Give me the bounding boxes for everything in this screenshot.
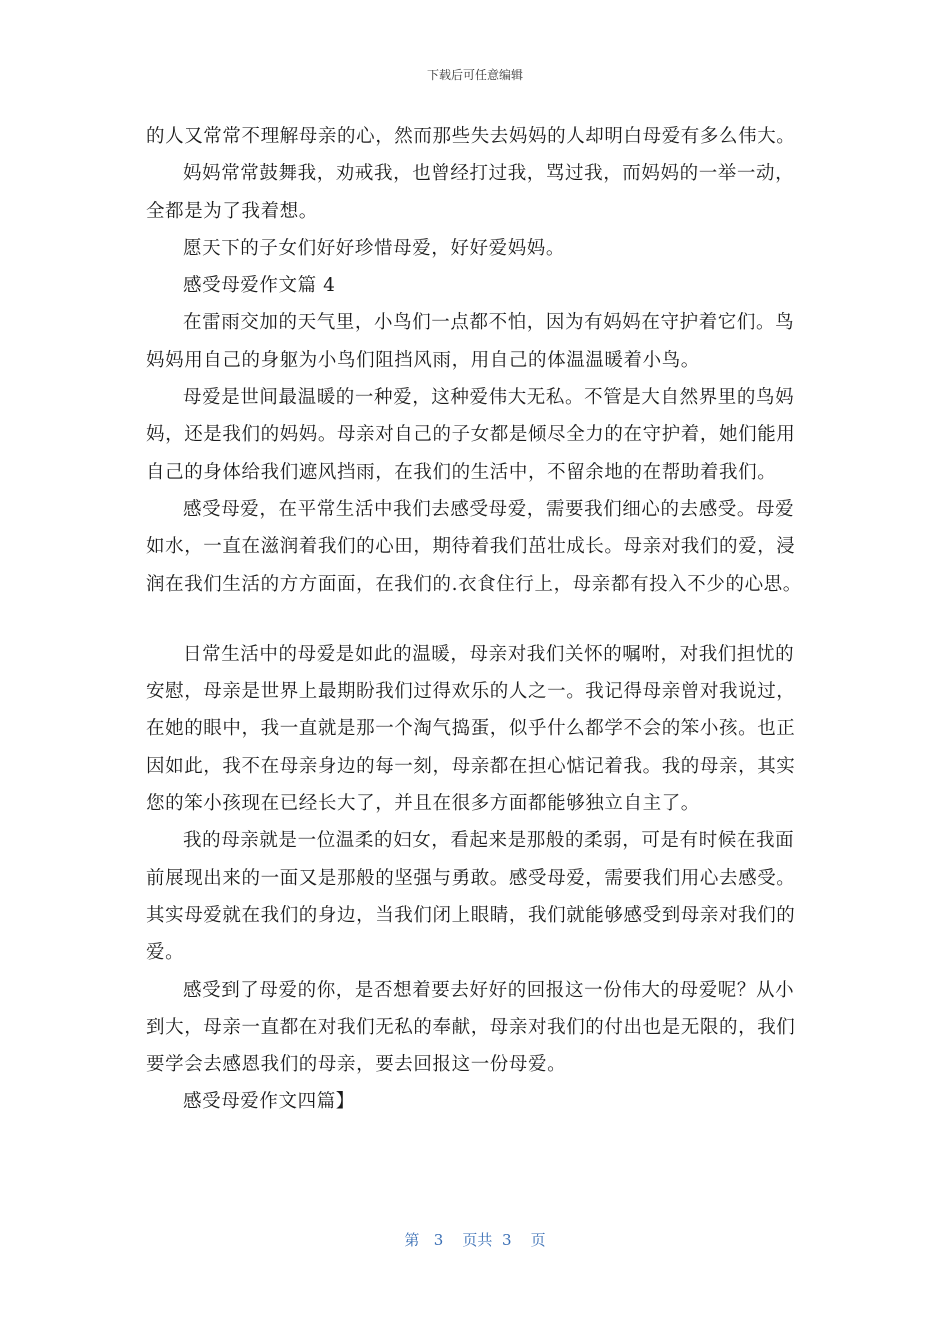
text-line: 感受母爱，在平常生活中我们去感受母爱，需要我们细心的去感受。母爱 [183,498,795,520]
text-line: 日常生活中的母爱是如此的温暖，母亲对我们关怀的嘱咐，对我们担忧的 [183,643,795,665]
text-line: 母爱是世间最温暖的一种爱，这种爱伟大无私。不管是大自然界里的鸟妈 [183,387,795,409]
footer-suffix: 页 [530,1231,546,1249]
text-line: 妈，还是我们的妈妈。母亲对自己的子女都是倾尽全力的在守护着，她们能用 [146,424,796,446]
footer-page-number: 3 [433,1231,444,1249]
text-line: 要学会去感恩我们的母亲，要去回报这一份母爱。 [146,1054,567,1076]
text-line: 安慰，母亲是世界上最期盼我们过得欢乐的人之一。我记得母亲曾对我说过， [146,681,796,703]
text-line: 全都是为了我着想。 [146,200,318,222]
text-line: 妈妈用自己的身躯为小鸟们阻挡风雨，用自己的体温温暖着小鸟。 [146,349,700,371]
text-line: 到大，母亲一直都在对我们无私的奉献，母亲对我们的付出也是无限的，我们 [146,1016,796,1038]
text-line: 感受母爱作文篇 4 [183,275,336,297]
footer-prefix: 第 [404,1231,420,1249]
text-line: 您的笨小孩现在已经长大了，并且在很多方面都能够独立自主了。 [146,793,700,815]
text-line: 其实母爱就在我们的身边，当我们闭上眼睛，我们就能够感受到母亲对我们的 [146,904,796,926]
text-line: 爱。 [146,942,185,964]
text-line: 感受母爱作文四篇】 [183,1091,355,1113]
text-line: 我的母亲就是一位温柔的妇女，看起来是那般的柔弱，可是有时候在我面 [183,830,795,852]
footer-middle: 页共 [462,1231,493,1249]
text-line: 感受到了母爱的你，是否想着要去好好的回报这一份伟大的母爱呢？从小 [183,979,795,1001]
page-header: 下载后可任意编辑 [426,68,523,82]
text-line: 如水，一直在滋润着我们的心田，期待着我们茁壮成长。母亲对我们的爱，浸 [146,536,796,558]
text-line: 的人又常常不理解母亲的心，然而那些失去妈妈的人却明白母爱有多么伟大。 [146,126,796,147]
paragraph-gap [146,603,806,636]
document-body [146,118,806,1121]
text-line: 因如此，我不在母亲身边的每一刻，母亲都在担心惦记着我。我的母亲，其实 [146,755,796,777]
text-line: 在雷雨交加的天气里，小鸟们一点都不怕，因为有妈妈在守护着它们。鸟 [183,312,795,334]
text-line: 妈妈常常鼓舞我，劝戒我，也曾经打过我，骂过我，而妈妈的一举一动， [183,163,795,185]
text-line: 前展现出来的一面又是那般的坚强与勇敢。感受母爱，需要我们用心去感受。 [146,867,796,889]
text-line: 在她的眼中，我一直就是那一个淘气捣蛋，似乎什么都学不会的笨小孩。也正 [146,718,796,740]
footer-total-pages: 3 [501,1231,512,1249]
text-line: 愿天下的子女们好好珍惜母爱，好好爱妈妈。 [183,237,566,259]
text-line: 自己的身体给我们遮风挡雨，在我们的生活中，不留余地的在帮助着我们。 [146,461,777,483]
page-footer [0,1229,950,1250]
text-line: 润在我们生活的方方面面，在我们的.衣食住行上，母亲都有投入不少的心思。 [146,573,802,595]
